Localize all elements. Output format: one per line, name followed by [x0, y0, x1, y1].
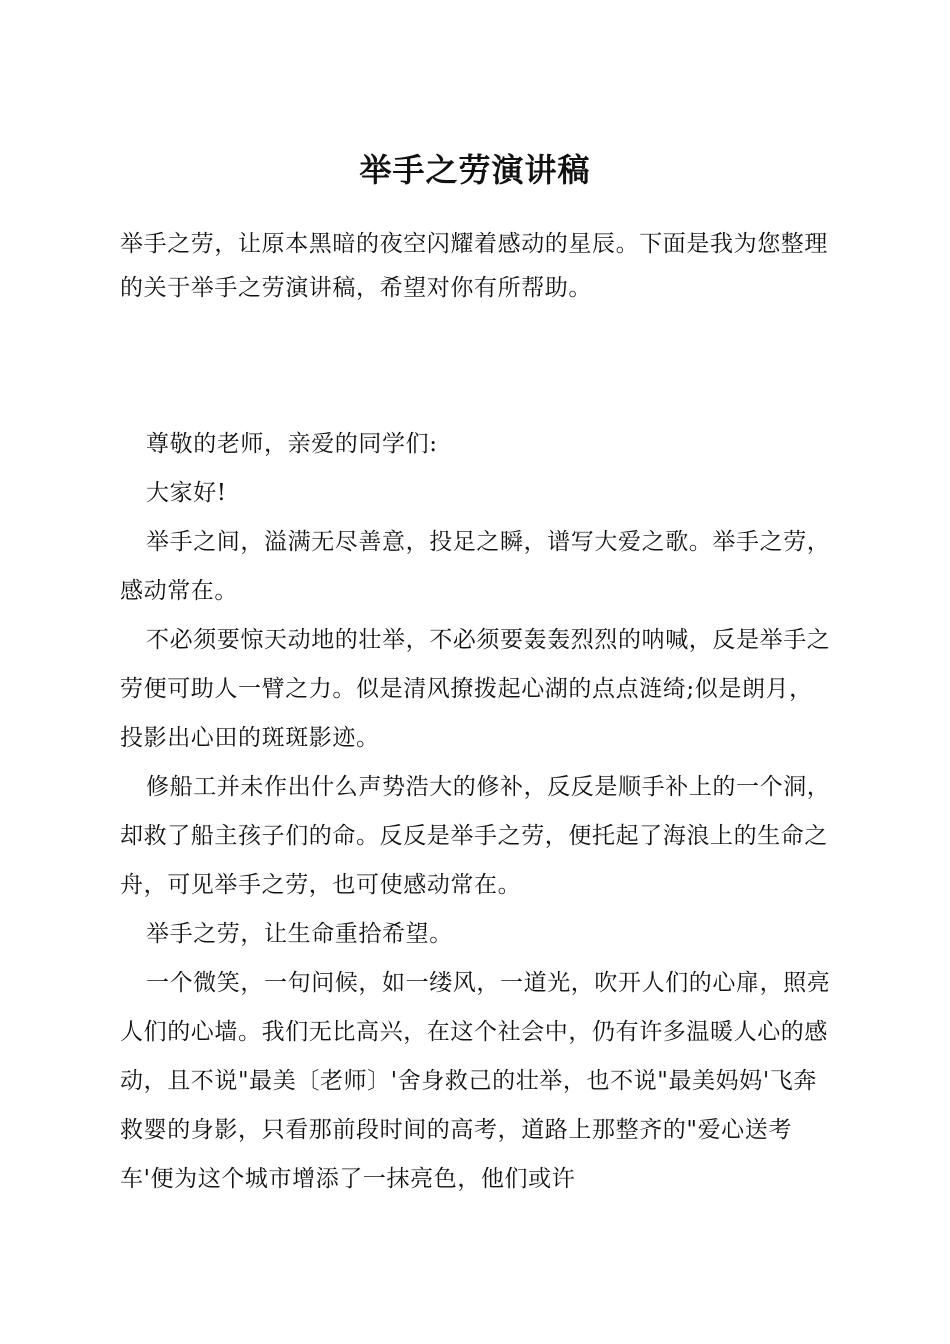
body-paragraph: 修船工并未作出什么声势浩大的修补，反反是顺手补上的一个洞，却救了船主孩子们的命。反反是举手之劳，便托起了海浪上的生命之舟，可见举手之劳，也可使感动常在。: [120, 774, 831, 898]
intro-text: 举手之劳，让原本黑暗的夜空闪耀着感动的星辰。下面是我为您整理的关于举手之劳演讲稿，希望对你有所帮助。: [120, 231, 828, 301]
document-title: 举手之劳演讲稿: [359, 151, 591, 189]
speech-body: [120, 420, 832, 1204]
body-paragraph: 举手之间，溢满无尽善意，投足之瞬，谱写大爱之歌。举手之劳，感动常在。: [120, 529, 831, 604]
body-paragraph: 举手之劳，让生命重拾希望。: [146, 921, 453, 947]
intro-paragraph: [120, 222, 832, 310]
body-paragraph: 不必须要惊天动地的壮举，不必须要轰轰烈烈的呐喊，反是举手之劳便可助人一臂之力。似是清风撩拨起心湖的点点涟绮;似是朗月，投影出心田的斑斑影迹。: [120, 627, 831, 751]
body-paragraph: 一个微笑，一句问候，如一缕风，一道光，吹开人们的心扉，照亮人们的心墙。我们无比高兴，在这个社会中，仍有许多温暖人心的感动，且不说"最美〔老师〕'舍身救己的壮举，也不说"最美妈妈'飞奔救婴的身影，只看那前段时间的高考，道路上那整齐的"爱心送考车'便为这个城市增添了一抹亮色，他们或许: [120, 970, 831, 1192]
salutation: 尊敬的老师，亲爱的同学们:: [146, 431, 438, 457]
greeting: 大家好!: [146, 480, 227, 506]
